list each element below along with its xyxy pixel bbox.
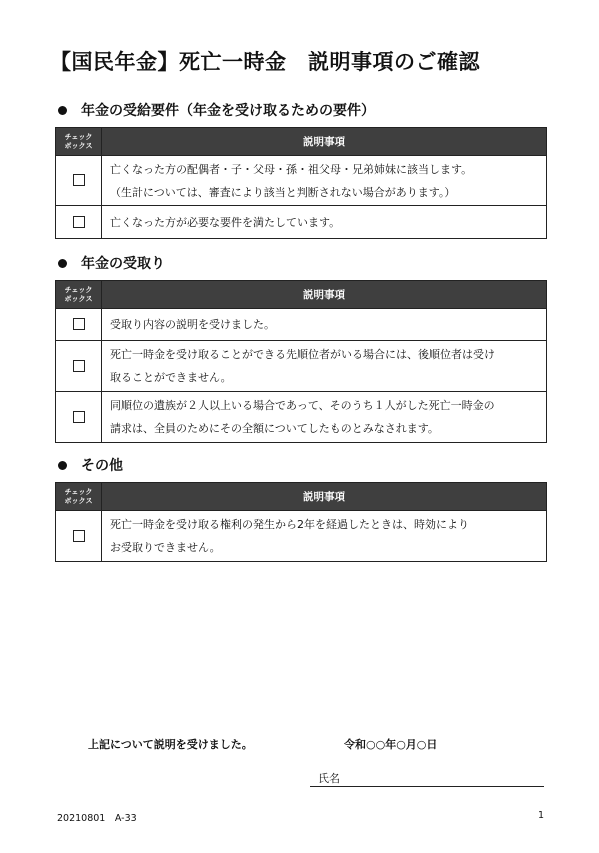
requirements-table <box>55 127 547 239</box>
description-line: 死亡一時金を受け取ることができる先順位者がいる場合には、後順位者は受け <box>110 348 495 361</box>
description-cell <box>102 341 547 392</box>
confirmation-text: 上記について説明を受けました。 <box>88 738 253 751</box>
table-row <box>56 206 547 239</box>
name-label: 氏名 <box>318 772 340 785</box>
bullet-icon <box>58 259 67 268</box>
check-header-line-2: ボックス <box>64 497 93 505</box>
bullet-icon <box>58 106 67 115</box>
checkbox-cell <box>56 206 102 239</box>
table-row <box>56 156 547 206</box>
description-line: 死亡一時金を受け取る権利の発生から2年を経過したときは、時効により <box>110 518 469 531</box>
description-line: （生計については、審査により該当と判断されない場合があります。） <box>110 185 456 199</box>
section-heading-receipt <box>58 253 165 273</box>
bullet-icon <box>58 461 67 470</box>
section-heading-text: その他 <box>81 458 123 474</box>
document-title: 【国民年金】死亡一時金 説明事項のご確認 <box>50 50 480 74</box>
checkbox[interactable] <box>73 318 85 330</box>
check-header-line-1: チェック <box>64 286 93 294</box>
checkbox-cell <box>56 392 102 443</box>
table-header-row <box>56 483 547 511</box>
name-signature-line[interactable] <box>310 786 544 787</box>
checkbox-cell <box>56 511 102 562</box>
check-header-line-1: チェック <box>64 133 93 141</box>
description-line: 亡くなった方が必要な要件を満たしています。 <box>110 215 341 229</box>
receipt-table <box>55 280 547 443</box>
table-row <box>56 309 547 341</box>
checkbox-cell <box>56 156 102 206</box>
description-line: お受取りできません。 <box>110 541 221 554</box>
check-header-line-2: ボックス <box>64 142 93 150</box>
checkbox[interactable] <box>73 216 85 228</box>
check-column-header <box>56 281 102 309</box>
description-cell <box>102 392 547 443</box>
description-line: 取ることができません。 <box>110 371 232 384</box>
table-row <box>56 392 547 443</box>
description-column-header: 説明事項 <box>102 128 547 156</box>
checkbox[interactable] <box>73 174 85 186</box>
checkbox[interactable] <box>73 360 85 372</box>
description-line: 受取り内容の説明を受けました。 <box>110 318 275 331</box>
check-column-header <box>56 128 102 156</box>
description-cell <box>102 156 547 206</box>
description-column-header: 説明事項 <box>102 483 547 511</box>
table-header-row <box>56 281 547 309</box>
section-heading-text: 年金の受給要件（年金を受け取るための要件） <box>81 103 375 119</box>
checkbox[interactable] <box>73 411 85 423</box>
description-line: 同順位の遺族が２人以上いる場合であって、そのうち１人がした死亡一時金の <box>110 399 495 412</box>
description-cell <box>102 309 547 341</box>
check-column-header <box>56 483 102 511</box>
other-table <box>55 482 547 562</box>
check-header-line-1: チェック <box>64 488 93 496</box>
check-header-line-2: ボックス <box>64 295 93 303</box>
footer-code: 20210801 A-33 <box>57 813 137 824</box>
description-line: 請求は、全員のためにその全額についてしたものとみなされます。 <box>110 422 439 435</box>
description-line: 亡くなった方の配偶者・子・父母・孫・祖父母・兄弟姉妹に該当します。 <box>110 162 473 176</box>
section-heading-text: 年金の受取り <box>81 256 165 272</box>
description-column-header: 説明事項 <box>102 281 547 309</box>
section-heading-requirements <box>58 100 375 120</box>
table-row <box>56 341 547 392</box>
date-text: 令和○○年○月○日 <box>344 738 438 751</box>
table-header-row <box>56 128 547 156</box>
page-number: 1 <box>538 810 545 821</box>
checkbox[interactable] <box>73 530 85 542</box>
checkbox-cell <box>56 341 102 392</box>
checkbox-cell <box>56 309 102 341</box>
section-heading-other <box>58 455 123 475</box>
description-cell <box>102 511 547 562</box>
table-row <box>56 511 547 562</box>
description-cell <box>102 206 547 239</box>
